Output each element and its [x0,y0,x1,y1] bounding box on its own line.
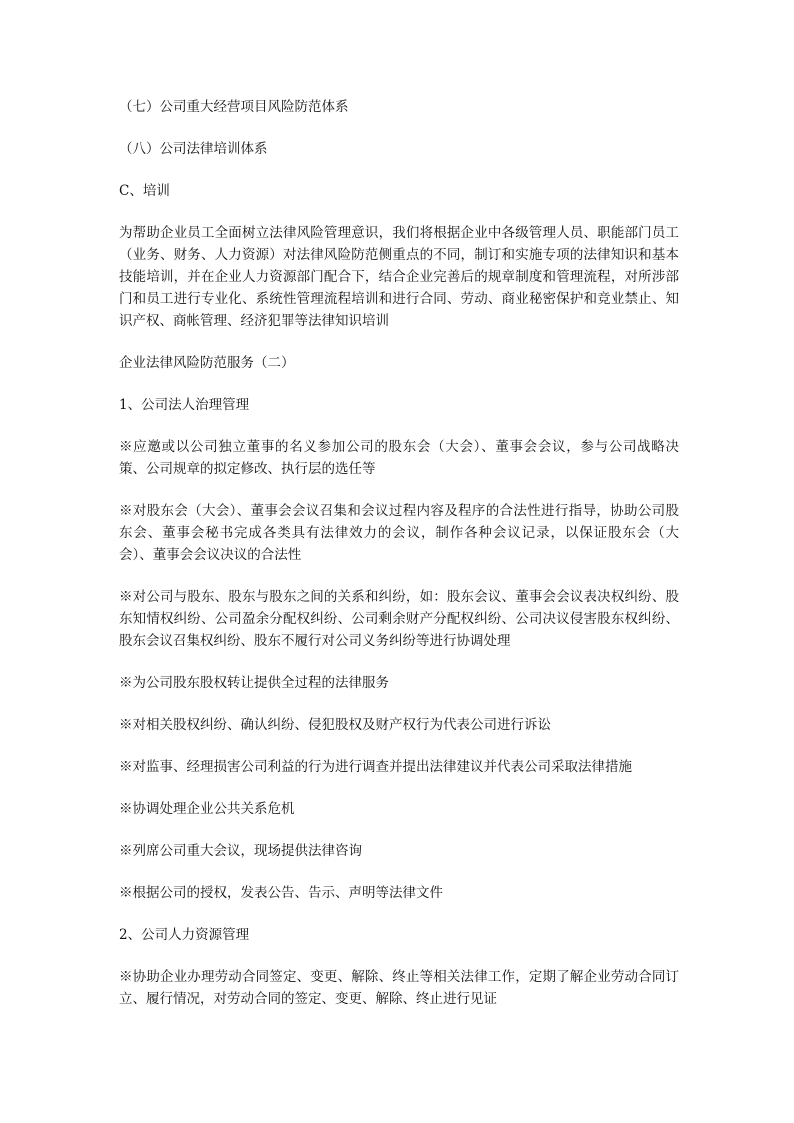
governance-item: ※列席公司重大会议，现场提供法律咨询 [119,843,362,859]
hr-heading: 2、公司人力资源管理 [119,927,250,943]
section-heading-7: （七）公司重大经营项目风险防范体系 [119,99,349,115]
governance-item: ※对股东会（大会）、董事会会议召集和会议过程内容及程序的合法性进行指导，协助公司股东会、董事会秘书完成各类具有法律效力的会议，制作各种会议记录，以保证股东会（大会）、董事会会议决议的合法性 [119,503,679,563]
governance-item: ※对相关股权纠纷、确认纠纷、侵犯股权及财产权行为代表公司进行诉讼 [119,717,551,733]
governance-item: ※协调处理企业公共关系危机 [119,801,295,817]
governance-item: ※应邀或以公司独立董事的名义参加公司的股东会（大会）、董事会会议，参与公司战略决策、公司规章的拟定修改、执行层的选任等 [119,439,679,477]
hr-item: ※协助企业办理劳动合同签定、变更、解除、终止等相关法律工作，定期了解企业劳动合同订立、履行情况，对劳动合同的签定、变更、解除、终止进行见证 [119,969,679,1007]
governance-item: ※为公司股东股权转让提供全过程的法律服务 [119,675,389,691]
training-heading: C、培训 [119,183,170,199]
governance-item: ※对监事、经理损害公司利益的行为进行调查并提出法律建议并代表公司采取法律措施 [119,759,632,775]
governance-item: ※根据公司的授权，发表公告、告示、声明等法律文件 [119,885,443,901]
document-body [119,96,679,1030]
training-paragraph: 为帮助企业员工全面树立法律风险管理意识，我们将根据企业中各级管理人员、职能部门员工（业务、财务、人力资源）对法律风险防范侧重点的不同，制订和实施专项的法律知识和基本技能培训，并在企业人力资源部门配合下，结合企业完善后的规章制度和管理流程，对所涉部门和员工进行专业化、系统性管理流程培训和进行合同、劳动、商业秘密保护和竞业禁止、知识产权、商帐管理、经济犯罪等法律知识培训 [119,225,679,329]
section-heading-8: （八）公司法律培训体系 [119,141,268,157]
service-title: 企业法律风险防范服务（二） [119,355,295,371]
governance-heading: 1、公司法人治理管理 [119,397,250,413]
governance-item: ※对公司与股东、股东与股东之间的关系和纠纷，如：股东会议、董事会会议表决权纠纷、股东知情权纠纷、公司盈余分配权纠纷、公司剩余财产分配权纠纷、公司决议侵害股东权纠纷、股东会议召集权纠纷、股东不履行对公司义务纠纷等进行协调处理 [119,589,679,649]
